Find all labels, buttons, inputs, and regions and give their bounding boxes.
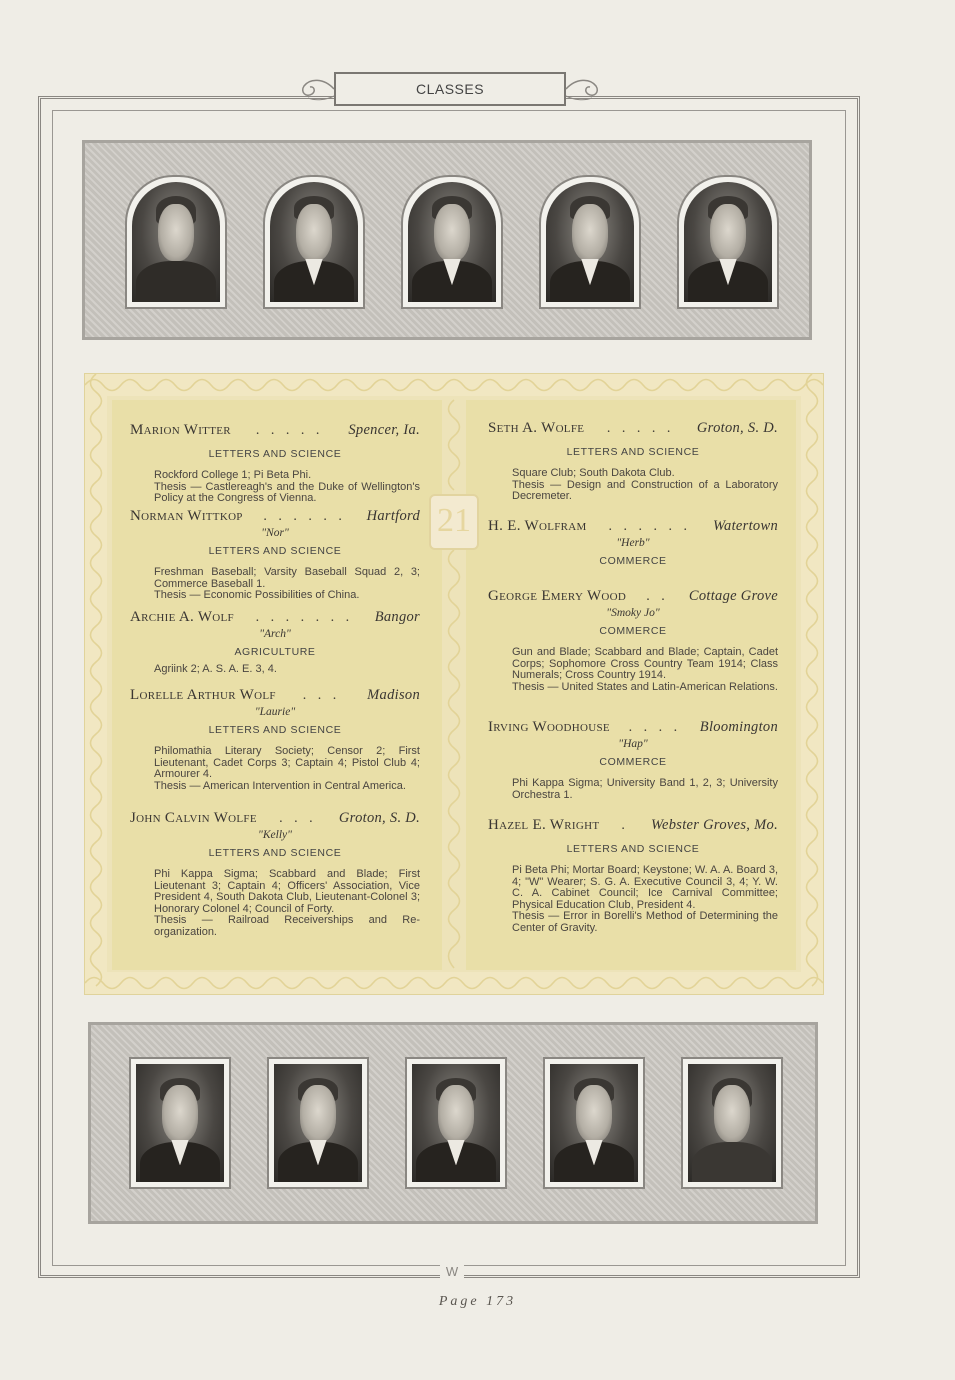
header-scroll-left-ornament — [296, 74, 336, 104]
leader-dots: . . . . . . — [608, 519, 692, 534]
hometown: Bangor — [374, 609, 420, 625]
portrait-photo — [681, 1057, 783, 1189]
activities-and-thesis: Rockford College 1; Pi Beta Phi. Thesis — Castlereagh's and the Duke of Wellington's Policy at the Congress of Vienna. — [154, 469, 420, 504]
biography-entry — [488, 420, 778, 503]
class-year-badge: 21 — [429, 494, 479, 550]
hometown: Watertown — [712, 518, 778, 534]
portrait-photo — [405, 1057, 507, 1189]
student-name: Seth A. Wolfe — [488, 420, 585, 436]
hometown: Cottage Grove — [688, 588, 778, 604]
leader-dots: . . . . . . . — [255, 610, 354, 625]
leader-dots: . . . — [279, 811, 317, 826]
leader-dots: . — [621, 818, 629, 833]
activities-and-thesis: Philomathia Literary Society; Censor 2; First Lieutenant, Cadet Corps 3; Captain 4; Pistol Club 4; Armourer 4. Thesis — American Intervention in Central America. — [154, 745, 420, 792]
hometown: Spencer, Ia. — [348, 422, 420, 438]
leader-dots: . . . . — [628, 720, 682, 735]
hometown: Webster Groves, Mo. — [650, 817, 778, 833]
student-name: Marion Witter — [130, 422, 231, 438]
page-number: Page 173 — [438, 1294, 517, 1309]
college-department: LETTERS AND SCIENCE — [566, 843, 700, 855]
portrait-photo — [677, 175, 779, 309]
college-department: LETTERS AND SCIENCE — [208, 847, 342, 859]
footer-monogram: W — [440, 1264, 464, 1280]
student-name: H. E. Wolfram — [488, 518, 587, 534]
nickname: "Smoky Jo" — [606, 607, 660, 619]
college-department: LETTERS AND SCIENCE — [208, 545, 342, 557]
activities-and-thesis: Square Club; South Dakota Club. Thesis — Design and Construction of a Laboratory Decremeter. — [512, 467, 778, 502]
hometown: Groton, S. D. — [696, 420, 778, 436]
biography-entry — [130, 810, 420, 938]
leader-dots: . . — [646, 589, 669, 604]
student-name: Norman Wittkop — [130, 508, 243, 524]
biography-entry — [488, 588, 778, 693]
college-department: LETTERS AND SCIENCE — [208, 448, 342, 460]
student-name: Lorelle Arthur Wolf — [130, 687, 276, 703]
activities-and-thesis: Freshman Baseball; Varsity Baseball Squad 2, 3; Commerce Baseball 1. Thesis — Economic Possibilities of China. — [154, 566, 420, 601]
nickname: "Herb" — [616, 537, 650, 549]
college-department: COMMERCE — [599, 756, 667, 768]
top-portrait-strip — [82, 140, 812, 340]
biography-entry — [130, 508, 420, 602]
nickname: "Nor" — [261, 527, 289, 539]
college-department: AGRICULTURE — [234, 646, 316, 658]
hometown: Bloomington — [699, 719, 778, 735]
biography-entry — [130, 422, 420, 505]
activities-and-thesis: Pi Beta Phi; Mortar Board; Keystone; W. A. A. Board 3, 4; "W" Wearer; S. G. A. Executive Council 3, 4; Y. W. C. A. Cabinet Council; Ice Carnival Committee; Physical Education Club, President 4. Thesis — Error in Borelli's Method of Determining the Center of Gravity. — [512, 864, 778, 934]
portrait-photo — [539, 175, 641, 309]
portrait-photo — [129, 1057, 231, 1189]
college-department: COMMERCE — [599, 625, 667, 637]
section-title: CLASSES — [415, 81, 485, 97]
student-name: John Calvin Wolfe — [130, 810, 257, 826]
biography-entry — [130, 609, 420, 676]
student-name: Irving Woodhouse — [488, 719, 610, 735]
nickname: "Hap" — [618, 738, 648, 750]
biography-entry — [488, 817, 778, 934]
activities-and-thesis: Agriink 2; A. S. A. E. 3, 4. — [154, 663, 277, 675]
activities-and-thesis: Gun and Blade; Scabbard and Blade; Captain, Cadet Corps; Sophomore Cross Country Team 1914; Class Numerals; Cross Country 1914. Thesis — United States and Latin-American Relations. — [512, 646, 778, 693]
college-department: LETTERS AND SCIENCE — [208, 724, 342, 736]
college-department: LETTERS AND SCIENCE — [566, 446, 700, 458]
activities-and-thesis: Phi Kappa Sigma; Scabbard and Blade; First Lieutenant 3; Captain 4; Officers' Association, Vice President 4, South Dakota Club, Lieutenant-Colonel 3; Honorary Colonel 4; Council of Forty. Thesis — Railroad Receiverships and Re-organization. — [154, 868, 420, 938]
biography-entry — [488, 518, 778, 567]
student-name: Hazel E. Wright — [488, 817, 600, 833]
portrait-photo — [401, 175, 503, 309]
bottom-portrait-strip — [88, 1022, 818, 1224]
activities-and-thesis: Phi Kappa Sigma; University Band 1, 2, 3; University Orchestra 1. — [512, 777, 778, 801]
leader-dots: . . . — [302, 688, 341, 703]
nickname: "Laurie" — [254, 706, 296, 718]
portrait-photo — [543, 1057, 645, 1189]
student-name: George Emery Wood — [488, 588, 627, 604]
portrait-photo — [125, 175, 227, 309]
hometown: Groton, S. D. — [338, 810, 420, 826]
leader-dots: . . . . . — [255, 423, 324, 438]
nickname: "Arch" — [259, 628, 291, 640]
biography-entry — [130, 687, 420, 792]
hometown: Madison — [367, 687, 420, 703]
header-scroll-right-ornament — [564, 74, 604, 104]
section-title-box — [334, 72, 566, 106]
leader-dots: . . . . . . — [263, 509, 346, 524]
nickname: "Kelly" — [258, 829, 292, 841]
biography-entry — [488, 719, 778, 801]
college-department: COMMERCE — [599, 555, 667, 567]
portrait-photo — [267, 1057, 369, 1189]
portrait-photo — [263, 175, 365, 309]
hometown: Hartford — [366, 508, 420, 524]
student-name: Archie A. Wolf — [130, 609, 234, 625]
leader-dots: . . . . . — [606, 421, 675, 436]
